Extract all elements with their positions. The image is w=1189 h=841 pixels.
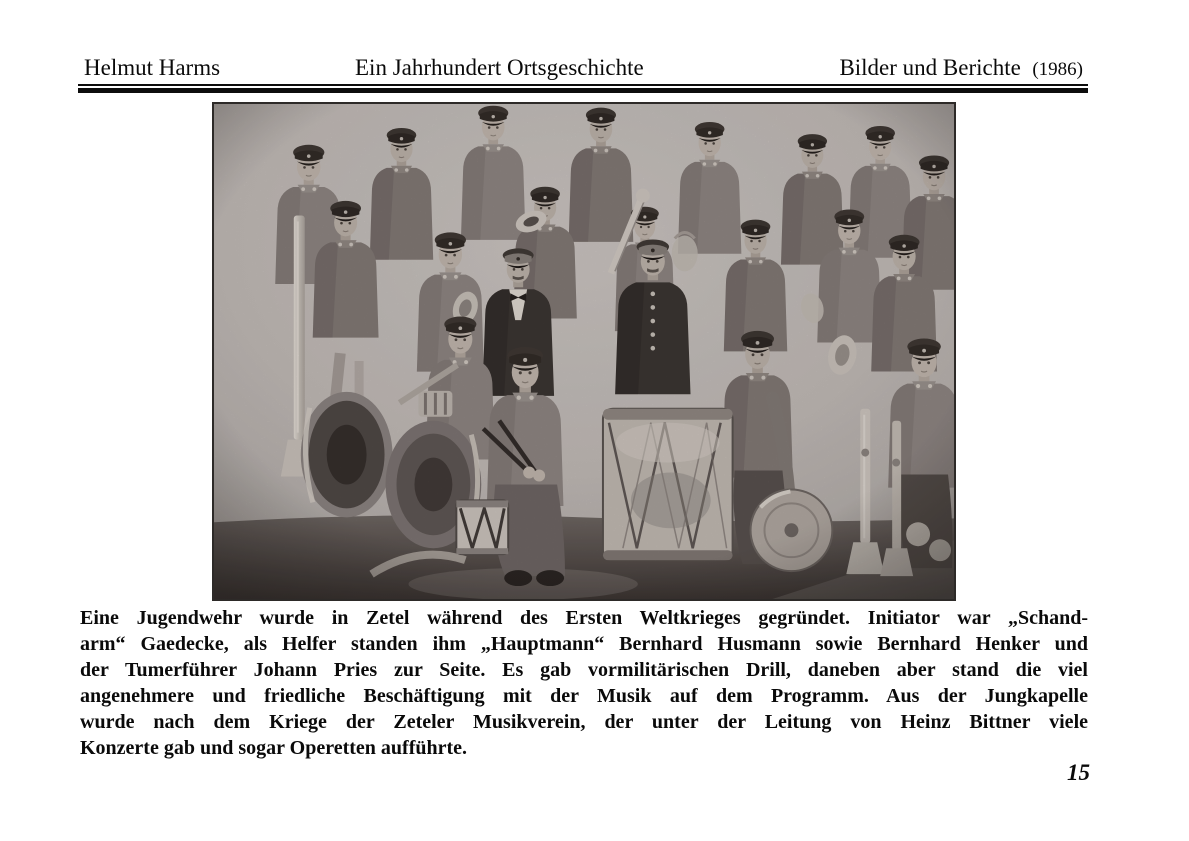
header-rule-thick-line	[78, 88, 1088, 93]
caption-line: angenehmere und friedliche Beschäftigung mit der Musik auf dem Programm. Aus der Jungkapelle	[80, 685, 1088, 707]
caption-line: der Tumerführer Johann Pries zur Seite. Es gab vormilitärischen Drill, daneben aber stand die viel	[80, 659, 1088, 681]
caption-line: wurde nach dem Kriege der Zeteler Musikverein, der unter der Leitung von Heinz Bittner viele	[80, 711, 1088, 733]
header-year: (1986)	[1032, 59, 1083, 80]
header-title: Ein Jahrhundert Ortsgeschichte	[355, 55, 644, 80]
header-section-label: Bilder und Berichte	[839, 55, 1021, 80]
page-number: 15	[1067, 760, 1090, 785]
photo-caption	[80, 605, 1088, 761]
band-photograph-graphic	[214, 104, 954, 599]
header-rule	[78, 84, 1088, 93]
band-photograph	[212, 102, 956, 601]
caption-line: Konzerte gab und sogar Operetten aufführte.	[80, 737, 468, 759]
caption-line: Eine Jugendwehr wurde in Zetel während des Ersten Weltkrieges gegründet. Initiator war „Schand-	[80, 607, 1088, 629]
header-section	[839, 55, 1083, 81]
caption-line: arm“ Gaedecke, als Helfer standen ihm „Hauptmann“ Bernhard Husmann sowie Bernhard Henker und	[80, 633, 1088, 655]
header-author: Helmut Harms	[84, 55, 221, 80]
